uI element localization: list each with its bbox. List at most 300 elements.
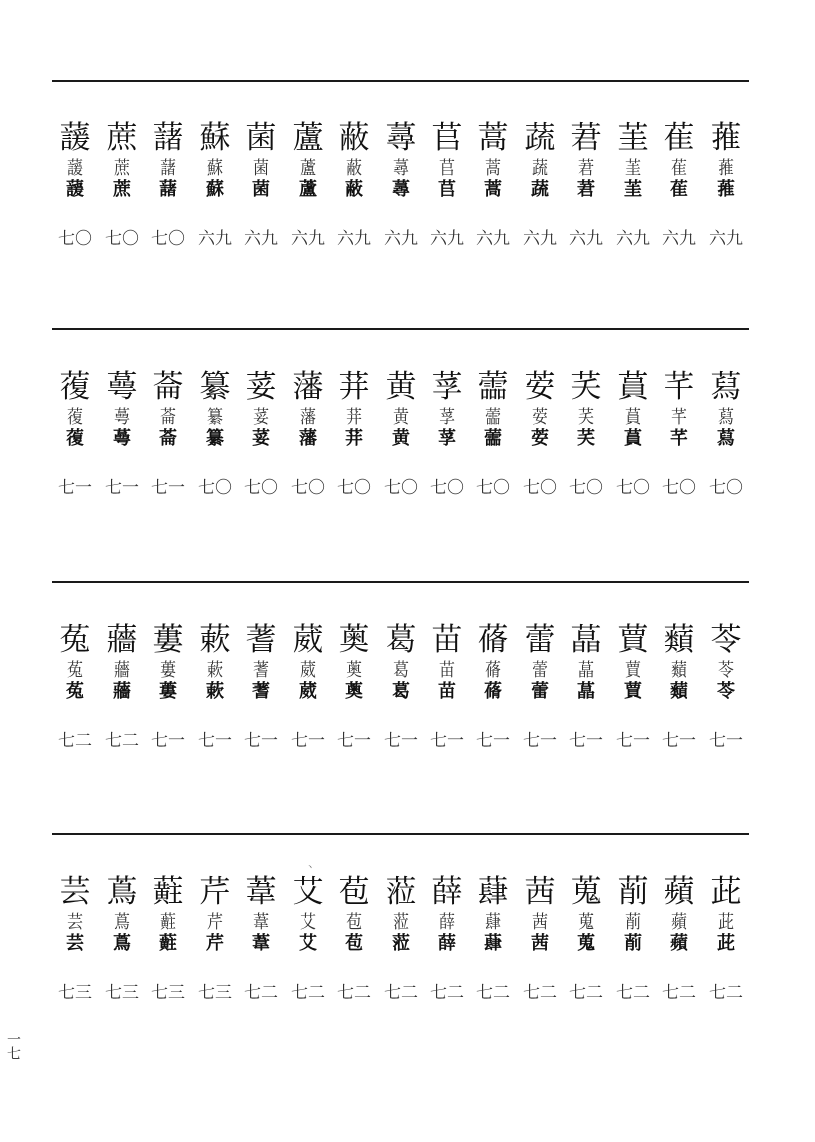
main-character: 蕼 <box>477 874 509 910</box>
regular-script-character: 芸 <box>66 933 84 954</box>
main-character: 薁 <box>338 622 370 658</box>
main-character: 茈 <box>710 874 742 910</box>
character-entry <box>564 620 608 752</box>
seal-script-character: 葛 <box>392 658 409 681</box>
page-reference-number: 七〇 <box>198 478 232 498</box>
character-entry <box>286 367 330 499</box>
regular-script-character: 荽 <box>252 428 270 449</box>
regular-script-character: 蔽 <box>345 179 363 200</box>
character-entry <box>193 118 237 250</box>
regular-script-character: 蕼 <box>484 933 502 954</box>
main-character: 菌 <box>245 120 277 156</box>
page-reference-number: 七二 <box>105 731 139 751</box>
page-reference-number: 七二 <box>291 983 325 1003</box>
page-reference-number: 七一 <box>244 731 278 751</box>
regular-script-character: 芺 <box>577 428 595 449</box>
page-number: 一七 <box>5 1032 21 1060</box>
main-character: 苢 <box>431 120 463 156</box>
main-character: 蕮 <box>710 369 742 405</box>
character-entry <box>425 872 469 1004</box>
seal-script-character: 蔗 <box>113 156 130 179</box>
character-entry <box>611 367 655 499</box>
page-reference-number: 七一 <box>151 478 185 498</box>
seal-script-character: 蔬 <box>531 156 548 179</box>
seal-script-character: 芊 <box>670 405 687 428</box>
main-character: 蕾 <box>524 622 556 658</box>
character-row-1 <box>52 118 749 318</box>
page-reference-number: 七〇 <box>151 229 185 249</box>
page-reference-number: 七一 <box>151 731 185 751</box>
character-entry <box>704 367 748 499</box>
regular-script-character: 苢 <box>438 179 456 200</box>
regular-script-character: 纂 <box>206 428 224 449</box>
character-entry <box>193 872 237 1004</box>
character-entry <box>239 872 283 1004</box>
character-entry <box>611 620 655 752</box>
regular-script-character: 芹 <box>206 933 224 954</box>
character-entry <box>425 367 469 499</box>
seal-script-character: 苞 <box>345 910 362 933</box>
character-entry <box>100 872 144 1004</box>
page-reference-number: 七一 <box>105 478 139 498</box>
regular-script-character: 蘋 <box>670 933 688 954</box>
page-reference-number: 七〇 <box>244 478 278 498</box>
main-character: 艾 <box>292 874 324 910</box>
main-character: 蕚 <box>106 369 138 405</box>
main-character: 葦 <box>245 874 277 910</box>
page-reference-number: 七一 <box>58 478 92 498</box>
seal-script-character: 芺 <box>577 405 594 428</box>
regular-script-character: 荌 <box>531 428 549 449</box>
regular-script-character: 苞 <box>345 933 363 954</box>
seal-script-character: 芹 <box>206 910 223 933</box>
regular-script-character: 蒞 <box>392 933 410 954</box>
main-character: 蘣 <box>152 874 184 910</box>
character-entry <box>332 367 376 499</box>
main-character: 蓷 <box>710 120 742 156</box>
character-entry <box>704 620 748 752</box>
seal-script-character: 荌 <box>531 405 548 428</box>
character-entry <box>657 367 701 499</box>
main-character: 藷 <box>152 120 184 156</box>
character-entry <box>379 620 423 752</box>
page-reference-number: 七二 <box>430 983 464 1003</box>
character-entry <box>657 118 701 250</box>
character-entry <box>564 118 608 250</box>
regular-script-character: 葳 <box>299 681 317 702</box>
regular-script-character: 菟 <box>66 681 84 702</box>
page-reference-number: 七一 <box>384 731 418 751</box>
page-reference-number: 七二 <box>662 983 696 1003</box>
regular-script-character: 蘦 <box>484 428 502 449</box>
main-character: 蘱 <box>663 622 695 658</box>
main-character: 蘐 <box>59 120 91 156</box>
seal-script-character: 藷 <box>159 156 176 179</box>
character-entry <box>286 620 330 752</box>
seal-script-character: 蒿 <box>484 156 501 179</box>
character-entry <box>611 872 655 1004</box>
main-character: 芹 <box>199 874 231 910</box>
main-character: 苗 <box>431 622 463 658</box>
seal-script-character: 蔌 <box>206 658 223 681</box>
main-character: 葳 <box>292 622 324 658</box>
main-character: 蓨 <box>477 622 509 658</box>
character-entry <box>518 118 562 250</box>
character-entry <box>332 872 376 1004</box>
seal-script-character: 莩 <box>438 405 455 428</box>
page-reference-number: 七一 <box>616 731 650 751</box>
main-character: 蘋 <box>663 874 695 910</box>
character-entry <box>471 367 515 499</box>
regular-script-character: 黄 <box>392 428 410 449</box>
page-reference-number: 六九 <box>291 229 325 249</box>
character-entry <box>518 872 562 1004</box>
main-character: 荌 <box>524 369 556 405</box>
regular-script-character: 蕾 <box>531 681 549 702</box>
divider-rule-4 <box>52 833 749 835</box>
main-character: 芊 <box>663 369 695 405</box>
character-entry <box>146 620 190 752</box>
main-character: 荓 <box>338 369 370 405</box>
character-entry <box>704 118 748 250</box>
seal-script-character: 薛 <box>438 910 455 933</box>
page-reference-number: 六九 <box>384 229 418 249</box>
page-reference-number: 七一 <box>709 731 743 751</box>
main-character: 蒷 <box>617 369 649 405</box>
character-entry <box>239 620 283 752</box>
character-entry <box>379 367 423 499</box>
main-character: 蕌 <box>570 622 602 658</box>
regular-script-character: 蕌 <box>577 681 595 702</box>
regular-script-character: 蒷 <box>624 428 642 449</box>
main-character: 葛 <box>385 622 417 658</box>
regular-script-character: 蘠 <box>113 681 131 702</box>
regular-script-character: 茜 <box>531 933 549 954</box>
main-character: 蕧 <box>59 369 91 405</box>
seal-script-character: 蒞 <box>392 910 409 933</box>
seal-script-character: 茥 <box>624 156 641 179</box>
regular-script-character: 葦 <box>252 933 270 954</box>
seal-script-character: 蔽 <box>345 156 362 179</box>
seal-script-character: 蕼 <box>484 910 501 933</box>
seal-script-character: 蘆 <box>299 156 316 179</box>
character-row-3 <box>52 620 749 820</box>
page-reference-number: 六九 <box>662 229 696 249</box>
main-character: 茥 <box>617 120 649 156</box>
character-entry <box>657 620 701 752</box>
character-entry <box>564 872 608 1004</box>
main-character: 蘆 <box>292 120 324 156</box>
character-entry <box>564 367 608 499</box>
regular-script-character: 薛 <box>438 933 456 954</box>
regular-script-character: 蕁 <box>392 179 410 200</box>
seal-script-character: 莙 <box>577 156 594 179</box>
character-entry <box>193 620 237 752</box>
regular-script-character: 藷 <box>159 179 177 200</box>
seal-script-character: 薁 <box>345 658 362 681</box>
main-character: 苞 <box>338 874 370 910</box>
main-character: 萷 <box>617 874 649 910</box>
seal-script-character: 蘠 <box>113 658 130 681</box>
regular-script-character: 蔗 <box>113 179 131 200</box>
seal-script-character: 蘇 <box>206 156 223 179</box>
main-character: 苓 <box>710 622 742 658</box>
page-reference-number: 七一 <box>662 731 696 751</box>
page-reference-number: 七二 <box>58 731 92 751</box>
divider-rule-1 <box>52 80 749 82</box>
seal-script-character: 蘱 <box>670 658 687 681</box>
regular-script-character: 蕚 <box>113 428 131 449</box>
page-reference-number: 七一 <box>430 731 464 751</box>
regular-script-character: 蓍 <box>252 681 270 702</box>
page-reference-number: 七〇 <box>291 478 325 498</box>
seal-script-character: 蕒 <box>624 658 641 681</box>
character-entry <box>53 118 97 250</box>
page-reference-number: 七〇 <box>616 478 650 498</box>
seal-script-character: 茜 <box>531 910 548 933</box>
seal-script-character: 蘐 <box>66 156 83 179</box>
seal-script-character: 苗 <box>438 658 455 681</box>
regular-script-character: 荓 <box>345 428 363 449</box>
page-reference-number: 七一 <box>291 731 325 751</box>
page-reference-number: 七〇 <box>569 478 603 498</box>
seal-script-character: 萑 <box>670 156 687 179</box>
main-character: 薛 <box>431 874 463 910</box>
seal-script-character: 菕 <box>159 405 176 428</box>
seal-script-character: 蕧 <box>66 405 83 428</box>
page-reference-number: 七〇 <box>58 229 92 249</box>
page-reference-number: 六九 <box>616 229 650 249</box>
regular-script-character: 苓 <box>717 681 735 702</box>
seal-script-character: 蔞 <box>159 658 176 681</box>
regular-script-character: 蔌 <box>206 681 224 702</box>
seal-script-character: 黄 <box>392 405 409 428</box>
page-reference-number: 七〇 <box>337 478 371 498</box>
main-character: 菕 <box>152 369 184 405</box>
character-entry <box>704 872 748 1004</box>
main-character: 芺 <box>570 369 602 405</box>
regular-script-character: 蔬 <box>531 179 549 200</box>
seal-script-character: 蒐 <box>577 910 594 933</box>
main-character: 蒿 <box>477 120 509 156</box>
page-reference-number: 七〇 <box>384 478 418 498</box>
character-row-4 <box>52 872 749 1072</box>
character-entry <box>53 872 97 1004</box>
regular-script-character: 蒐 <box>577 933 595 954</box>
divider-rule-3 <box>52 581 749 583</box>
page-reference-number: 七二 <box>569 983 603 1003</box>
character-entry <box>518 367 562 499</box>
regular-script-character: 菕 <box>159 428 177 449</box>
page-reference-number: 七三 <box>151 983 185 1003</box>
character-entry <box>100 620 144 752</box>
seal-script-character: 芸 <box>66 910 83 933</box>
main-character: 蔌 <box>199 622 231 658</box>
character-entry <box>379 872 423 1004</box>
seal-script-character: 茈 <box>717 910 734 933</box>
seal-script-character: 菌 <box>252 156 269 179</box>
regular-script-character: 萑 <box>670 179 688 200</box>
character-entry <box>611 118 655 250</box>
page-reference-number: 六九 <box>523 229 557 249</box>
regular-script-character: 蘱 <box>670 681 688 702</box>
main-character: 藩 <box>292 369 324 405</box>
page-reference-number: 七二 <box>476 983 510 1003</box>
seal-script-character: 蘦 <box>484 405 501 428</box>
page-reference-number: 七二 <box>523 983 557 1003</box>
seal-script-character: 蘣 <box>159 910 176 933</box>
main-character: 蘠 <box>106 622 138 658</box>
regular-script-character: 苗 <box>438 681 456 702</box>
character-entry <box>53 620 97 752</box>
page-reference-number: 七〇 <box>523 478 557 498</box>
seal-script-character: 蘋 <box>670 910 687 933</box>
seal-script-character: 蔦 <box>113 910 130 933</box>
page-reference-number: 六九 <box>476 229 510 249</box>
character-entry <box>332 118 376 250</box>
page-reference-number: 六九 <box>709 229 743 249</box>
seal-script-character: 蕾 <box>531 658 548 681</box>
page-reference-number: 六九 <box>569 229 603 249</box>
seal-script-character: 蕮 <box>717 405 734 428</box>
regular-script-character: 蒿 <box>484 179 502 200</box>
character-entry <box>100 367 144 499</box>
regular-script-character: 莩 <box>438 428 456 449</box>
main-character: 芸 <box>59 874 91 910</box>
regular-script-character: 蕧 <box>66 428 84 449</box>
regular-script-character: 蔞 <box>159 681 177 702</box>
regular-script-character: 藩 <box>299 428 317 449</box>
main-character: 菟 <box>59 622 91 658</box>
page-reference-number: 七一 <box>569 731 603 751</box>
character-entry <box>471 872 515 1004</box>
regular-script-character: 芊 <box>670 428 688 449</box>
regular-script-character: 莙 <box>577 179 595 200</box>
regular-script-character: 艾 <box>299 933 317 954</box>
regular-script-character: 蘆 <box>299 179 317 200</box>
character-entry <box>239 367 283 499</box>
page-reference-number: 七三 <box>198 983 232 1003</box>
main-character: 蔽 <box>338 120 370 156</box>
page-reference-number: 六九 <box>244 229 278 249</box>
page-reference-number: 七一 <box>476 731 510 751</box>
character-entry <box>425 118 469 250</box>
character-entry <box>193 367 237 499</box>
regular-script-character: 蕮 <box>717 428 735 449</box>
divider-rule-2 <box>52 328 749 330</box>
page-reference-number: 七二 <box>244 983 278 1003</box>
page-reference-number: 七三 <box>105 983 139 1003</box>
seal-script-character: 苓 <box>717 658 734 681</box>
seal-script-character: 蓷 <box>717 156 734 179</box>
seal-script-character: 蓍 <box>252 658 269 681</box>
seal-script-character: 葳 <box>299 658 316 681</box>
character-entry <box>100 118 144 250</box>
page-reference-number: 七一 <box>523 731 557 751</box>
main-character: 莩 <box>431 369 463 405</box>
regular-script-character: 萷 <box>624 933 642 954</box>
seal-script-character: 荽 <box>252 405 269 428</box>
seal-script-character: 蕚 <box>113 405 130 428</box>
seal-script-character: 萷 <box>624 910 641 933</box>
seal-script-character: 藩 <box>299 405 316 428</box>
character-entry <box>239 118 283 250</box>
regular-script-character: 蘐 <box>66 179 84 200</box>
character-entry <box>286 118 330 250</box>
character-entry <box>471 620 515 752</box>
character-entry <box>518 620 562 752</box>
page-reference-number: 七一 <box>198 731 232 751</box>
seal-script-character: 荓 <box>345 405 362 428</box>
page-reference-number: 六九 <box>337 229 371 249</box>
regular-script-character: 蘇 <box>206 179 224 200</box>
page-reference-number: 七一 <box>337 731 371 751</box>
page-reference-number: 六九 <box>430 229 464 249</box>
character-entry <box>657 872 701 1004</box>
seal-script-character: 艾 <box>299 910 316 933</box>
seal-script-character: 苢 <box>438 156 455 179</box>
main-character: 蒞 <box>385 874 417 910</box>
main-character: 蘇 <box>199 120 231 156</box>
page-reference-number: 七〇 <box>709 478 743 498</box>
character-entry <box>379 118 423 250</box>
seal-script-character: 蓨 <box>484 658 501 681</box>
seal-script-character: 纂 <box>206 405 223 428</box>
regular-script-character: 蘣 <box>159 933 177 954</box>
page-reference-number: 七〇 <box>430 478 464 498</box>
main-character: 茜 <box>524 874 556 910</box>
character-row-2 <box>52 367 749 567</box>
regular-script-character: 茥 <box>624 179 642 200</box>
ink-speck: 丶 <box>306 863 314 872</box>
character-entry <box>286 872 330 1004</box>
main-character: 萑 <box>663 120 695 156</box>
page-reference-number: 七二 <box>384 983 418 1003</box>
page-reference-number: 七〇 <box>662 478 696 498</box>
main-character: 莙 <box>570 120 602 156</box>
main-character: 纂 <box>199 369 231 405</box>
character-entry <box>53 367 97 499</box>
main-character: 蕁 <box>385 120 417 156</box>
page-reference-number: 七〇 <box>105 229 139 249</box>
main-character: 蓍 <box>245 622 277 658</box>
regular-script-character: 葛 <box>392 681 410 702</box>
character-entry <box>471 118 515 250</box>
character-entry <box>425 620 469 752</box>
character-entry <box>146 367 190 499</box>
page-reference-number: 七二 <box>337 983 371 1003</box>
main-character: 荽 <box>245 369 277 405</box>
regular-script-character: 蔦 <box>113 933 131 954</box>
regular-script-character: 薁 <box>345 681 363 702</box>
regular-script-character: 蓷 <box>717 179 735 200</box>
regular-script-character: 蕒 <box>624 681 642 702</box>
main-character: 蕒 <box>617 622 649 658</box>
seal-script-character: 蕁 <box>392 156 409 179</box>
main-character: 蔦 <box>106 874 138 910</box>
main-character: 黄 <box>385 369 417 405</box>
character-entry <box>332 620 376 752</box>
page-reference-number: 六九 <box>198 229 232 249</box>
regular-script-character: 菌 <box>252 179 270 200</box>
main-character: 蘦 <box>477 369 509 405</box>
page-reference-number: 七二 <box>616 983 650 1003</box>
regular-script-character: 蓨 <box>484 681 502 702</box>
main-character: 蔗 <box>106 120 138 156</box>
page-reference-number: 七二 <box>709 983 743 1003</box>
seal-script-character: 蕌 <box>577 658 594 681</box>
seal-script-character: 蒷 <box>624 405 641 428</box>
